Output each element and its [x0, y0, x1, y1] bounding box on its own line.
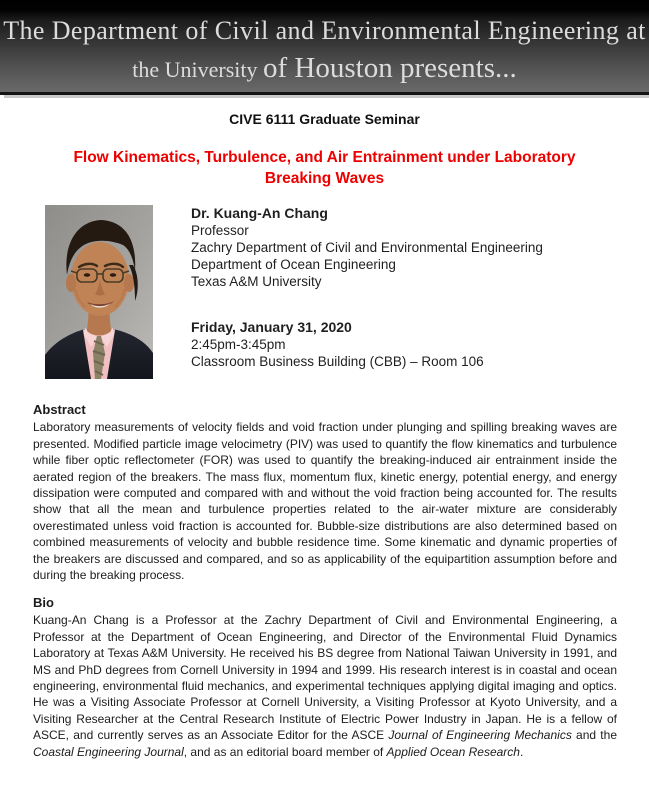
speaker-dept1: Zachry Department of Civil and Environmental Engineering — [191, 240, 543, 255]
bio-mid-1: and the — [571, 728, 617, 743]
event-location: Classroom Business Building (CBB) – Room 106 — [191, 354, 484, 369]
bio-mid-2: , and as an editorial board member of — [183, 744, 387, 759]
banner-line2-large: of Houston presents... — [263, 52, 517, 84]
event-date: Friday, January 31, 2020 — [191, 319, 352, 335]
bio-body — [33, 612, 617, 760]
speaker-dept2: Department of Ocean Engineering — [191, 257, 396, 272]
banner-line1: The Department of Civil and Environmental Engineering at — [3, 16, 646, 45]
bio-text: Kuang-An Chang is a Professor at the Zachry Department of Civil and Environmental Engineering, a Professor at the Department of Ocean Engineering, and Director of the Environmental Fluid Dynamics Laboratory at Texas A&M University. He received his BS degree from National Taiwan University in 1991, and MS and PhD degrees from Cornell University in 1994 and 1999. His research interest is in coastal and ocean engineering, environmental fluid mechanics, and experimental techniques applying digital imaging and optics. He was a Visiting Associate Professor at Cornell University, a Visiting Professor at Kyoto University, and a Visiting Researcher at the Central Research Institute of Electric Power Industry in Japan. He is a fellow of ASCE, and currently serves as an Associate Editor for the ASCE — [33, 613, 617, 743]
speaker-photo — [45, 205, 153, 379]
speaker-section — [45, 205, 543, 379]
header-banner — [0, 0, 649, 95]
seminar-series-label: CIVE 6111 Graduate Seminar — [229, 111, 420, 127]
talk-title-line1: Flow Kinematics, Turbulence, and Air Entrainment under Laboratory — [73, 149, 576, 166]
bio-journal-3: Applied Ocean Research — [386, 744, 520, 759]
speaker-role: Professor — [191, 223, 249, 238]
speaker-details — [191, 205, 543, 370]
banner-line2 — [0, 52, 649, 89]
bio-journal-2: Coastal Engineering Journal — [33, 744, 184, 759]
bio-heading: Bio — [33, 595, 54, 610]
talk-title-line2: Breaking Waves — [264, 170, 385, 187]
banner-underline — [4, 95, 649, 98]
talk-title — [0, 147, 649, 189]
bio-journal-1: Journal of Engineering Mechanics — [388, 728, 572, 743]
abstract-body: Laboratory measurements of velocity fields and void fraction under plunging and spilling breaking waves are presented. Modified particle image velocimetry (PIV) was used to quantify the flow kinematics and turbulence while fiber optic reflectometer (FOR) was used to quantify the breaking-induced air entrainment inside the aerated region of the breakers. The mass flux, momentum flux, kinetic energy, potential energy, and energy dissipation were computed and compared with and without the void fraction being accounted for. The results show that all the mean and turbulence properties related to the air-water mixture are considerably overestimated unless void fraction is accounted for. Bubble-size distributions are also determined based on combined measurements of velocity and bubble residence time. Some kinematic and dynamic properties of the breakers are discussed and compared, and so as applicability of the equipartition assumption before and during the breaking process. — [33, 420, 617, 583]
event-time: 2:45pm-3:45pm — [191, 337, 286, 352]
speaker-university: Texas A&M University — [191, 274, 322, 289]
speaker-name: Dr. Kuang-An Chang — [191, 205, 328, 221]
abstract-heading: Abstract — [33, 402, 86, 417]
banner-line2-small: the University — [132, 57, 264, 82]
bio-end: . — [519, 744, 524, 759]
bio-section — [33, 595, 617, 760]
abstract-section — [33, 402, 617, 583]
